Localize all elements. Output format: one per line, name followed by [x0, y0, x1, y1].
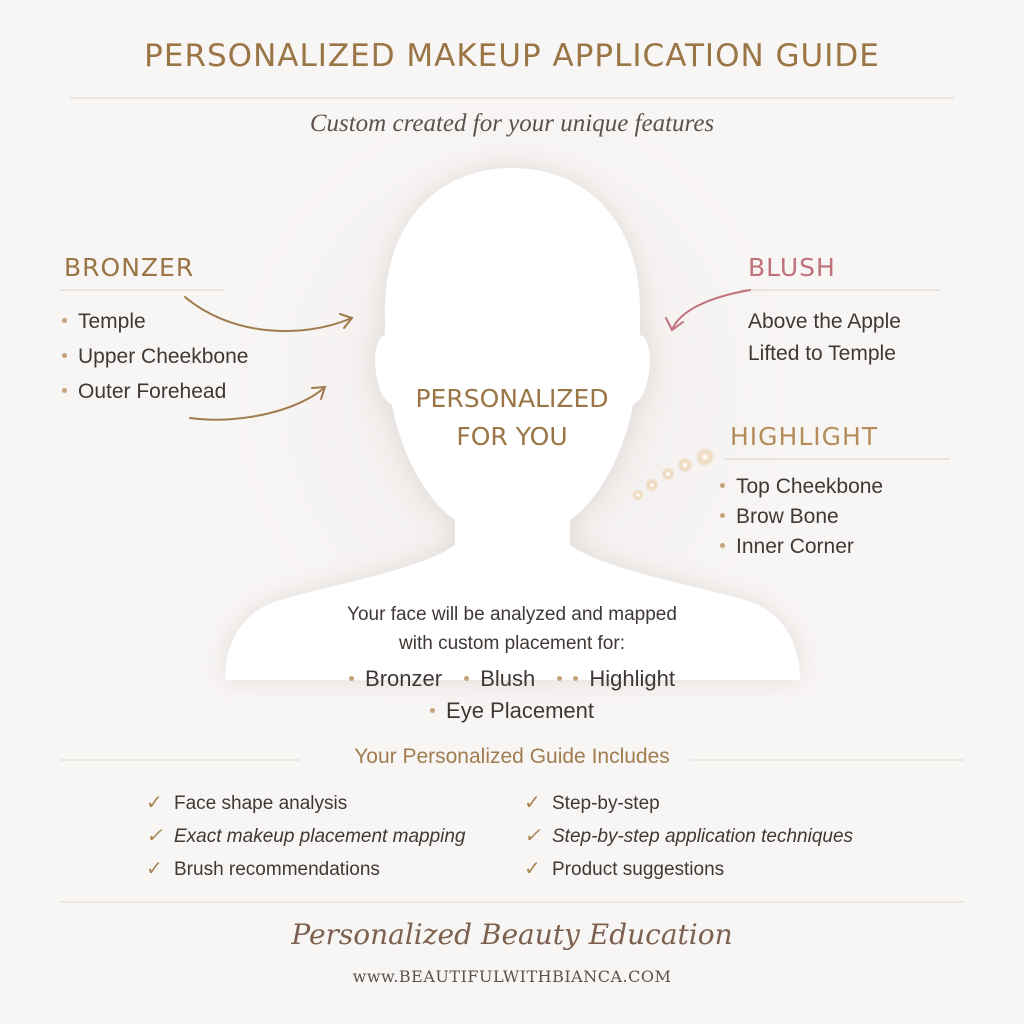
blush-list — [748, 310, 901, 374]
blush-item-label: Above the Apple — [748, 310, 901, 333]
list-item — [524, 856, 853, 889]
list-item — [524, 823, 853, 856]
feature-label: Blush — [480, 666, 536, 691]
page-subtitle: Custom created for your unique features — [309, 110, 715, 137]
list-item — [720, 505, 883, 535]
bronzer-item-label: Temple — [78, 310, 146, 333]
highlight-item-label: Brow Bone — [736, 505, 839, 528]
includes-list-right — [524, 790, 853, 889]
list-item — [748, 310, 901, 342]
analysis-line1: Your face will be analyzed and mapped — [347, 604, 677, 625]
list-item — [720, 475, 883, 505]
includes-heading: Your Personalized Guide Includes — [354, 745, 670, 768]
list-item — [748, 342, 901, 374]
checkmark-icon: ✓ — [146, 858, 163, 880]
bullet-dot — [62, 388, 67, 393]
silhouette-label — [380, 380, 644, 456]
feature-label: Eye Placement — [446, 698, 594, 723]
list-item — [62, 345, 248, 380]
bronzer-item-label: Outer Forehead — [78, 380, 227, 403]
list-item — [146, 856, 466, 889]
bullet-dot — [349, 676, 354, 681]
include-label: Face shape analysis — [174, 793, 348, 814]
silhouette-label-line1: PERSONALIZED — [415, 384, 609, 413]
list-item — [464, 666, 535, 691]
checkmark-icon: ✓ — [524, 858, 541, 880]
highlight-heading: HIGHLIGHT — [730, 422, 879, 451]
footer-signature: Personalized Beauty Education — [291, 918, 733, 951]
include-label: Product suggestions — [552, 859, 725, 880]
list-item — [524, 790, 853, 823]
footer-url[interactable]: www.BEAUTIFULWITHBIANCA.COM — [352, 967, 672, 986]
include-label: Exact makeup placement mapping — [174, 826, 466, 847]
checkmark-icon: ✓ — [524, 825, 541, 847]
blush-heading: BLUSH — [748, 253, 836, 282]
bullet-dot — [573, 676, 578, 681]
list-item — [62, 310, 248, 345]
highlight-item-label: Top Cheekbone — [736, 475, 884, 498]
page-title: PERSONALIZED MAKEUP APPLICATION GUIDE — [144, 38, 880, 74]
highlight-item-label: Inner Corner — [736, 535, 854, 558]
analysis-text — [262, 600, 762, 658]
feature-label: Bronzer — [365, 666, 443, 691]
bullet-dot — [464, 676, 469, 681]
bullet-dot — [62, 318, 67, 323]
list-item — [146, 823, 466, 856]
list-item — [557, 666, 675, 691]
include-label: Step-by-step application techniques — [552, 826, 854, 847]
feature-list — [262, 663, 762, 727]
checkmark-icon: ✓ — [146, 792, 163, 814]
bullet-dot — [62, 353, 67, 358]
checkmark-icon: ✓ — [146, 825, 163, 847]
feature-label: Highlight — [589, 666, 675, 691]
list-item — [62, 380, 248, 415]
bronzer-heading: BRONZER — [64, 253, 195, 282]
blush-item-label: Lifted to Temple — [748, 342, 896, 365]
list-item — [720, 535, 883, 565]
bronzer-item-label: Upper Cheekbone — [78, 345, 249, 368]
bullet-dot — [557, 676, 562, 681]
include-label: Step-by-step — [552, 793, 660, 814]
bullet-dot — [720, 513, 725, 518]
highlight-list — [720, 475, 883, 565]
silhouette-label-line2: FOR YOU — [456, 422, 568, 451]
bullet-dot — [720, 543, 725, 548]
list-item — [349, 666, 442, 691]
analysis-line2: with custom placement for: — [399, 633, 625, 654]
bronzer-list — [62, 310, 248, 415]
checkmark-icon: ✓ — [524, 792, 541, 814]
includes-list-left — [146, 790, 466, 889]
bullet-dot — [720, 483, 725, 488]
list-item — [146, 790, 466, 823]
bullet-dot — [430, 708, 435, 713]
list-item — [430, 698, 594, 723]
include-label: Brush recommendations — [174, 859, 380, 880]
